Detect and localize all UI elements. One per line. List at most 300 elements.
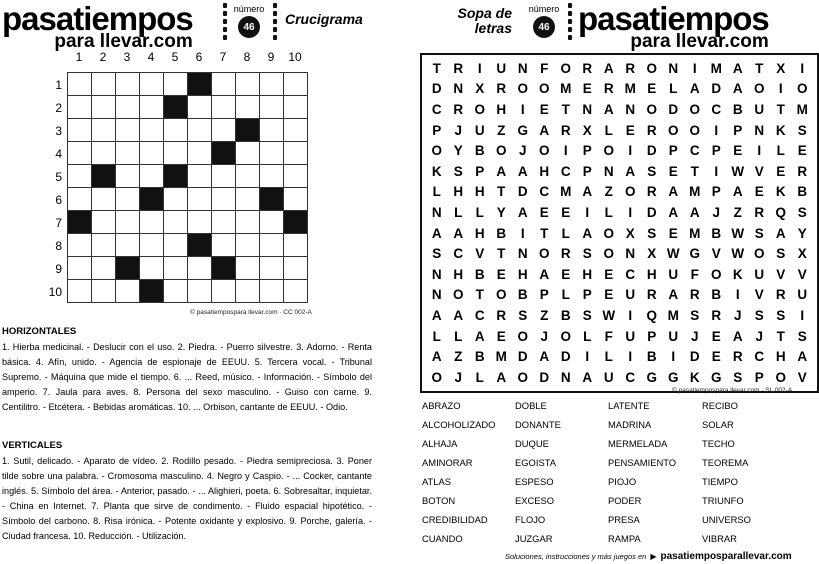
letter-cell[interactable]: Y: [496, 204, 506, 220]
letter-cell[interactable]: K: [431, 163, 442, 179]
letter-cell[interactable]: M: [796, 101, 808, 117]
crossword-cell[interactable]: [116, 280, 140, 303]
letter-cell[interactable]: P: [711, 143, 721, 159]
letter-cell[interactable]: Q: [646, 307, 657, 323]
letter-cell[interactable]: N: [754, 122, 765, 138]
letter-cell[interactable]: M: [560, 81, 572, 97]
crossword-cell[interactable]: [164, 280, 188, 303]
crossword-cell[interactable]: [284, 188, 308, 211]
letter-cell[interactable]: M: [495, 349, 507, 365]
crossword-cell[interactable]: [116, 211, 140, 234]
crossword-cell[interactable]: [212, 165, 236, 188]
letter-cell[interactable]: U: [797, 287, 808, 303]
letter-cell[interactable]: H: [474, 225, 485, 241]
letter-cell[interactable]: O: [517, 328, 528, 344]
letter-cell[interactable]: N: [453, 81, 464, 97]
letter-cell[interactable]: O: [603, 143, 614, 159]
letter-cell[interactable]: J: [454, 122, 462, 138]
letter-cell[interactable]: P: [432, 122, 442, 138]
crossword-cell[interactable]: [284, 96, 308, 119]
letter-cell[interactable]: I: [477, 60, 482, 76]
letter-cell[interactable]: E: [496, 266, 506, 282]
letter-cell[interactable]: V: [754, 287, 764, 303]
crossword-cell[interactable]: [212, 211, 236, 234]
crossword-cell[interactable]: [68, 142, 92, 165]
letter-cell[interactable]: R: [711, 307, 722, 323]
letter-cell[interactable]: A: [453, 225, 464, 241]
letter-cell[interactable]: W: [666, 246, 680, 262]
letter-cell[interactable]: E: [733, 143, 743, 159]
letter-cell[interactable]: N: [625, 246, 636, 262]
letter-cell[interactable]: U: [474, 122, 485, 138]
letter-cell[interactable]: B: [474, 266, 485, 282]
letter-cell[interactable]: O: [753, 81, 765, 97]
crossword-cell[interactable]: [212, 188, 236, 211]
crossword-cell[interactable]: [116, 165, 140, 188]
letter-cell[interactable]: Z: [604, 184, 613, 200]
letter-cell[interactable]: I: [757, 143, 762, 159]
letter-cell[interactable]: O: [689, 122, 700, 138]
letter-cell[interactable]: M: [710, 60, 722, 76]
letter-cell[interactable]: A: [732, 184, 743, 200]
letter-cell[interactable]: E: [539, 101, 549, 117]
crossword-cell[interactable]: [164, 188, 188, 211]
letter-cell[interactable]: H: [582, 266, 593, 282]
letter-cell[interactable]: I: [585, 349, 590, 365]
letter-cell[interactable]: U: [496, 60, 507, 76]
letter-cell[interactable]: U: [625, 328, 636, 344]
letter-cell[interactable]: J: [690, 328, 699, 344]
letter-cell[interactable]: P: [733, 122, 743, 138]
letter-cell[interactable]: A: [431, 225, 442, 241]
crossword-cell[interactable]: [140, 234, 164, 257]
letter-cell[interactable]: R: [775, 287, 786, 303]
letter-cell[interactable]: O: [603, 246, 614, 262]
letter-cell[interactable]: N: [603, 163, 614, 179]
letter-cell[interactable]: O: [474, 101, 485, 117]
letter-cell[interactable]: D: [689, 349, 700, 365]
letter-cell[interactable]: P: [668, 143, 678, 159]
letter-cell[interactable]: S: [797, 204, 807, 220]
crossword-cell[interactable]: [236, 188, 260, 211]
letter-cell[interactable]: R: [603, 81, 614, 97]
letter-cell[interactable]: E: [582, 81, 592, 97]
crossword-cell[interactable]: [260, 165, 284, 188]
letter-cell[interactable]: D: [539, 369, 550, 385]
letter-cell[interactable]: R: [646, 184, 657, 200]
crossword-cell[interactable]: [164, 257, 188, 280]
crossword-cell[interactable]: [68, 280, 92, 303]
letter-cell[interactable]: B: [560, 307, 571, 323]
letter-cell[interactable]: L: [561, 287, 570, 303]
letter-cell[interactable]: A: [689, 204, 700, 220]
letter-cell[interactable]: A: [453, 307, 464, 323]
letter-cell[interactable]: F: [690, 266, 699, 282]
letter-cell[interactable]: L: [454, 204, 463, 220]
letter-cell[interactable]: O: [667, 122, 679, 138]
crossword-cell[interactable]: [212, 119, 236, 142]
letter-cell[interactable]: N: [431, 287, 442, 303]
letter-cell[interactable]: I: [628, 143, 633, 159]
letter-cell[interactable]: A: [603, 101, 614, 117]
letter-cell[interactable]: S: [690, 307, 700, 323]
letter-cell[interactable]: E: [668, 225, 678, 241]
letter-cell[interactable]: U: [625, 287, 636, 303]
letter-cell[interactable]: O: [689, 101, 700, 117]
letter-cell[interactable]: Z: [454, 349, 463, 365]
crossword-cell[interactable]: [188, 188, 212, 211]
crossword-cell[interactable]: [188, 257, 212, 280]
letter-cell[interactable]: I: [628, 307, 633, 323]
crossword-cell[interactable]: [188, 165, 212, 188]
letter-cell[interactable]: D: [560, 349, 571, 365]
letter-cell[interactable]: T: [432, 60, 441, 76]
letter-cell[interactable]: A: [797, 349, 808, 365]
letter-cell[interactable]: V: [711, 246, 721, 262]
letter-cell[interactable]: A: [668, 184, 679, 200]
letter-cell[interactable]: R: [582, 60, 593, 76]
letter-cell[interactable]: K: [775, 184, 786, 200]
letter-cell[interactable]: N: [582, 101, 593, 117]
letter-cell[interactable]: R: [689, 287, 700, 303]
letter-cell[interactable]: M: [624, 81, 636, 97]
letter-cell[interactable]: A: [668, 204, 679, 220]
letter-cell[interactable]: P: [582, 163, 592, 179]
crossword-cell[interactable]: [188, 280, 212, 303]
letter-cell[interactable]: T: [690, 163, 699, 179]
letter-cell[interactable]: B: [517, 287, 528, 303]
letter-cell[interactable]: H: [453, 266, 464, 282]
letter-cell[interactable]: P: [647, 328, 657, 344]
letter-cell[interactable]: L: [776, 143, 785, 159]
crossword-cell[interactable]: [236, 257, 260, 280]
letter-cell[interactable]: A: [496, 163, 507, 179]
letter-cell[interactable]: U: [754, 101, 765, 117]
letter-cell[interactable]: D: [668, 101, 679, 117]
letter-cell[interactable]: S: [453, 163, 463, 179]
letter-cell[interactable]: E: [604, 266, 614, 282]
letter-cell[interactable]: O: [603, 225, 614, 241]
letter-cell[interactable]: E: [797, 143, 807, 159]
crossword-cell[interactable]: [164, 142, 188, 165]
letter-cell[interactable]: O: [431, 143, 442, 159]
letter-cell[interactable]: E: [711, 328, 721, 344]
letter-cell[interactable]: Z: [497, 122, 506, 138]
letter-cell[interactable]: S: [518, 307, 528, 323]
letter-cell[interactable]: K: [689, 369, 700, 385]
letter-cell[interactable]: C: [431, 101, 442, 117]
letter-cell[interactable]: G: [646, 369, 657, 385]
letter-cell[interactable]: J: [712, 204, 720, 220]
crossword-cell[interactable]: [260, 73, 284, 96]
letter-cell[interactable]: Z: [540, 307, 549, 323]
crossword-cell[interactable]: [260, 96, 284, 119]
letter-cell[interactable]: S: [797, 328, 807, 344]
crossword-cell[interactable]: [92, 257, 116, 280]
crossword-cell[interactable]: [284, 257, 308, 280]
letter-cell[interactable]: M: [689, 225, 701, 241]
letter-cell[interactable]: X: [797, 246, 807, 262]
crossword-cell[interactable]: [188, 119, 212, 142]
letter-cell[interactable]: P: [754, 369, 764, 385]
crossword-cell[interactable]: [140, 257, 164, 280]
letter-cell[interactable]: P: [711, 184, 721, 200]
letter-cell[interactable]: S: [797, 122, 807, 138]
crossword-cell[interactable]: [284, 73, 308, 96]
crossword-cell[interactable]: [140, 211, 164, 234]
letter-cell[interactable]: N: [625, 101, 636, 117]
letter-cell[interactable]: J: [518, 143, 527, 159]
letter-cell[interactable]: S: [432, 246, 442, 262]
crossword-cell[interactable]: [236, 211, 260, 234]
letter-cell[interactable]: J: [540, 328, 548, 344]
letter-cell[interactable]: R: [625, 60, 636, 76]
letter-cell[interactable]: V: [754, 163, 764, 179]
letter-cell[interactable]: B: [797, 184, 808, 200]
letter-cell[interactable]: C: [625, 266, 636, 282]
letter-cell[interactable]: U: [668, 266, 679, 282]
letter-cell[interactable]: P: [582, 143, 592, 159]
crossword-cell[interactable]: [116, 119, 140, 142]
letter-cell[interactable]: R: [646, 122, 657, 138]
letter-cell[interactable]: E: [754, 184, 764, 200]
letter-cell[interactable]: T: [540, 225, 549, 241]
letter-cell[interactable]: O: [517, 369, 528, 385]
letter-cell[interactable]: E: [496, 328, 506, 344]
letter-cell[interactable]: D: [711, 81, 722, 97]
letter-cell[interactable]: C: [539, 184, 550, 200]
letter-cell[interactable]: S: [647, 225, 657, 241]
letter-cell[interactable]: J: [755, 328, 763, 344]
letter-cell[interactable]: X: [776, 60, 786, 76]
letter-cell[interactable]: L: [432, 184, 441, 200]
letter-cell[interactable]: C: [474, 307, 485, 323]
letter-cell[interactable]: I: [714, 122, 719, 138]
letter-cell[interactable]: O: [495, 143, 507, 159]
letter-cell[interactable]: I: [585, 204, 590, 220]
letter-cell[interactable]: B: [646, 349, 657, 365]
crossword-cell[interactable]: [212, 280, 236, 303]
letter-cell[interactable]: O: [538, 143, 550, 159]
letter-cell[interactable]: E: [604, 287, 614, 303]
crossword-cell[interactable]: [260, 257, 284, 280]
letter-cell[interactable]: T: [475, 287, 484, 303]
letter-cell[interactable]: A: [517, 204, 528, 220]
letter-cell[interactable]: R: [453, 101, 464, 117]
crossword-cell[interactable]: [92, 96, 116, 119]
letter-cell[interactable]: V: [797, 369, 807, 385]
letter-cell[interactable]: H: [496, 101, 507, 117]
letter-cell[interactable]: T: [776, 328, 785, 344]
letter-cell[interactable]: A: [732, 81, 743, 97]
letter-cell[interactable]: O: [431, 369, 442, 385]
crossword-cell[interactable]: [188, 211, 212, 234]
letter-cell[interactable]: L: [604, 349, 613, 365]
letter-cell[interactable]: I: [735, 287, 740, 303]
letter-cell[interactable]: B: [711, 287, 722, 303]
letter-cell[interactable]: L: [583, 328, 592, 344]
crossword-cell[interactable]: [284, 142, 308, 165]
letter-cell[interactable]: T: [497, 184, 506, 200]
crossword-cell[interactable]: [92, 119, 116, 142]
letter-cell[interactable]: A: [539, 349, 550, 365]
letter-cell[interactable]: X: [647, 246, 657, 262]
crossword-cell[interactable]: [188, 142, 212, 165]
letter-cell[interactable]: O: [495, 287, 507, 303]
letter-cell[interactable]: T: [776, 101, 785, 117]
crossword-cell[interactable]: [164, 211, 188, 234]
letter-cell[interactable]: A: [496, 369, 507, 385]
letter-cell[interactable]: P: [475, 163, 485, 179]
crossword-cell[interactable]: [92, 280, 116, 303]
crossword-cell[interactable]: [68, 257, 92, 280]
crossword-cell[interactable]: [68, 165, 92, 188]
letter-cell[interactable]: I: [628, 349, 633, 365]
letter-cell[interactable]: H: [517, 266, 528, 282]
letter-cell[interactable]: G: [710, 369, 722, 385]
letter-cell[interactable]: M: [667, 307, 679, 323]
crossword-cell[interactable]: [236, 96, 260, 119]
letter-cell[interactable]: D: [517, 349, 528, 365]
letter-cell[interactable]: N: [560, 369, 571, 385]
letter-cell[interactable]: E: [625, 122, 635, 138]
letter-cell[interactable]: A: [582, 225, 593, 241]
letter-cell[interactable]: B: [732, 101, 743, 117]
letter-cell[interactable]: L: [604, 204, 613, 220]
letter-cell[interactable]: L: [475, 369, 484, 385]
letter-cell[interactable]: H: [646, 266, 657, 282]
crossword-cell[interactable]: [68, 73, 92, 96]
crossword-cell[interactable]: [92, 73, 116, 96]
letter-cell[interactable]: E: [668, 163, 678, 179]
letter-cell[interactable]: R: [496, 81, 507, 97]
letter-cell[interactable]: L: [432, 328, 441, 344]
letter-cell[interactable]: L: [561, 225, 570, 241]
footer-link[interactable]: pasatiemposparallevar.com: [660, 551, 792, 562]
letter-cell[interactable]: C: [754, 349, 765, 365]
letter-cell[interactable]: E: [776, 163, 786, 179]
letter-cell[interactable]: P: [539, 287, 549, 303]
letter-cell[interactable]: S: [582, 246, 592, 262]
letter-cell[interactable]: R: [797, 163, 808, 179]
letter-cell[interactable]: C: [711, 101, 722, 117]
letter-cell[interactable]: I: [671, 349, 676, 365]
letter-cell[interactable]: R: [560, 246, 571, 262]
letter-cell[interactable]: O: [624, 184, 636, 200]
crossword-cell[interactable]: [140, 96, 164, 119]
letter-cell[interactable]: I: [692, 60, 697, 76]
crossword-cell[interactable]: [68, 119, 92, 142]
crossword-cell[interactable]: [164, 119, 188, 142]
crossword-cell[interactable]: [236, 280, 260, 303]
crossword-cell[interactable]: [260, 142, 284, 165]
letter-cell[interactable]: C: [689, 143, 700, 159]
letter-cell[interactable]: B: [474, 349, 485, 365]
letter-cell[interactable]: H: [539, 163, 550, 179]
letter-cell[interactable]: S: [776, 307, 786, 323]
letter-cell[interactable]: X: [475, 81, 485, 97]
crossword-cell[interactable]: [212, 73, 236, 96]
crossword-cell[interactable]: [116, 96, 140, 119]
letter-cell[interactable]: O: [538, 81, 550, 97]
letter-cell[interactable]: A: [668, 287, 679, 303]
letter-cell[interactable]: F: [540, 60, 549, 76]
crossword-cell[interactable]: [116, 73, 140, 96]
crossword-cell[interactable]: [68, 96, 92, 119]
crossword-cell[interactable]: [140, 119, 164, 142]
letter-cell[interactable]: W: [731, 163, 745, 179]
letter-cell[interactable]: N: [431, 266, 442, 282]
letter-cell[interactable]: A: [732, 328, 743, 344]
letter-cell[interactable]: I: [520, 225, 525, 241]
crossword-cell[interactable]: [284, 280, 308, 303]
letter-cell[interactable]: H: [453, 184, 464, 200]
letter-cell[interactable]: V: [797, 266, 807, 282]
letter-cell[interactable]: G: [689, 246, 700, 262]
letter-cell[interactable]: O: [517, 81, 528, 97]
letter-cell[interactable]: O: [646, 60, 657, 76]
letter-cell[interactable]: M: [689, 184, 701, 200]
letter-cell[interactable]: S: [776, 246, 786, 262]
letter-cell[interactable]: N: [431, 204, 442, 220]
letter-cell[interactable]: P: [582, 287, 592, 303]
letter-cell[interactable]: C: [560, 163, 571, 179]
letter-cell[interactable]: I: [800, 60, 805, 76]
letter-cell[interactable]: A: [775, 225, 786, 241]
letter-cell[interactable]: O: [452, 287, 464, 303]
letter-cell[interactable]: Q: [775, 204, 786, 220]
letter-cell[interactable]: T: [561, 101, 570, 117]
letter-cell[interactable]: C: [453, 246, 464, 262]
crossword-cell[interactable]: [164, 234, 188, 257]
letter-cell[interactable]: A: [582, 369, 593, 385]
letter-cell[interactable]: R: [453, 60, 464, 76]
letter-cell[interactable]: O: [560, 328, 571, 344]
letter-cell[interactable]: V: [776, 266, 786, 282]
letter-cell[interactable]: S: [582, 307, 592, 323]
letter-cell[interactable]: J: [733, 307, 742, 323]
letter-cell[interactable]: R: [754, 204, 765, 220]
letter-cell[interactable]: C: [625, 369, 636, 385]
letter-cell[interactable]: B: [474, 143, 485, 159]
letter-cell[interactable]: D: [646, 143, 657, 159]
letter-cell[interactable]: R: [646, 287, 657, 303]
letter-cell[interactable]: S: [754, 307, 764, 323]
letter-cell[interactable]: B: [496, 225, 507, 241]
letter-cell[interactable]: L: [669, 81, 678, 97]
letter-cell[interactable]: D: [431, 81, 442, 97]
letter-cell[interactable]: W: [731, 225, 745, 241]
letter-cell[interactable]: H: [474, 184, 485, 200]
letter-cell[interactable]: K: [732, 266, 743, 282]
crossword-cell[interactable]: [260, 234, 284, 257]
crossword-cell[interactable]: [236, 73, 260, 96]
letter-cell[interactable]: X: [625, 225, 635, 241]
letter-cell[interactable]: V: [475, 246, 485, 262]
letter-cell[interactable]: O: [796, 81, 808, 97]
letter-cell[interactable]: A: [625, 163, 636, 179]
letter-cell[interactable]: D: [646, 204, 657, 220]
crossword-cell[interactable]: [68, 234, 92, 257]
letter-cell[interactable]: H: [775, 349, 786, 365]
letter-cell[interactable]: E: [647, 81, 657, 97]
crossword-cell[interactable]: [68, 188, 92, 211]
letter-cell[interactable]: R: [732, 349, 743, 365]
crossword-cell[interactable]: [284, 234, 308, 257]
letter-cell[interactable]: G: [517, 122, 528, 138]
letter-cell[interactable]: N: [517, 60, 528, 76]
letter-cell[interactable]: J: [454, 369, 462, 385]
